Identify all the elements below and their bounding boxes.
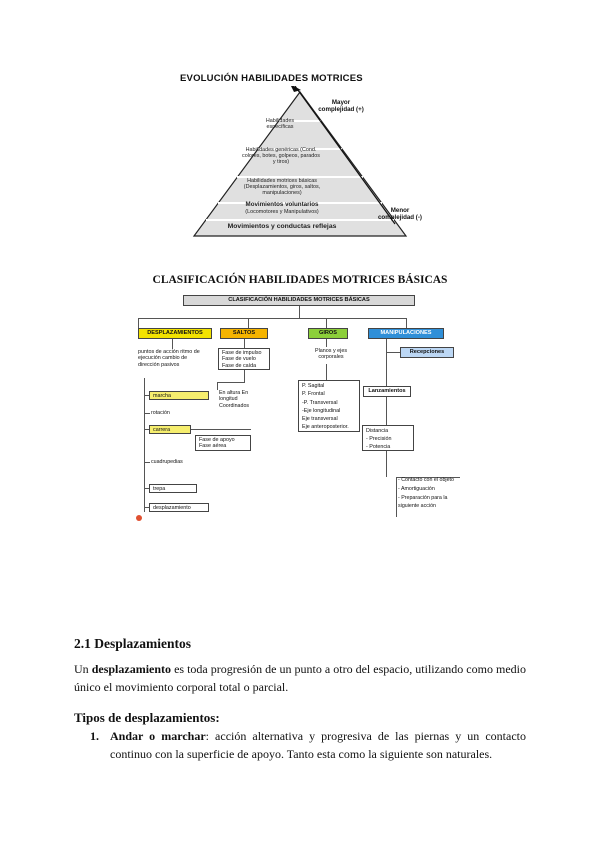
manip-recepciones — [400, 347, 454, 358]
pyramid-level-basic: Habilidades motrices básicas (Desplazamientos, giros, saltos, manipulaciones) — [243, 178, 321, 197]
connector-line — [326, 318, 327, 328]
connector-line — [326, 364, 327, 380]
list-text: : acción alternativa y progresiva de las piernas y un contacto continuo con la superficie de apoyo. Tanto esta como la siguiente son naturales. — [110, 729, 526, 761]
connector-line — [172, 339, 173, 349]
recepcion-item: - Amortiguación — [398, 486, 435, 493]
giros-planes: Planos y ejes corporales — [306, 347, 356, 364]
axis-item: P. Frontal — [302, 391, 325, 398]
category-saltos — [220, 328, 268, 339]
recepcion-item: - Preparación para la siguiente acción — [398, 495, 448, 509]
connector-line — [144, 462, 150, 463]
axis-item: P. Sagital — [302, 383, 325, 389]
connector-line — [244, 370, 245, 382]
axis-item: Eje transversal — [302, 416, 338, 423]
desp-item-label: marcha — [153, 393, 171, 399]
lanzamientos-items — [362, 425, 414, 451]
manip-lanzamientos-label: Lanzamientos — [368, 388, 406, 394]
axis-item: -Eje longitudinal — [302, 407, 341, 414]
list-item — [74, 727, 526, 763]
section-heading: 2.1 Desplazamientos — [74, 636, 191, 651]
pyramid-level-specific: Habilidades específicas — [265, 118, 295, 131]
axis-item: -P. Transversal — [302, 399, 338, 406]
red-marker — [136, 515, 142, 521]
connector-line — [406, 318, 407, 328]
connector-line — [217, 382, 245, 383]
pyramid-level-voluntary-title: Movimientos voluntarios — [245, 201, 319, 208]
connector-line — [144, 488, 149, 489]
intro-term: desplazamiento — [91, 662, 172, 676]
lanzamiento-item: - Potencia — [366, 444, 391, 450]
category-desplazamientos — [138, 328, 212, 339]
list-term: Andar o marchar — [110, 729, 206, 743]
recepcion-item: - Contacto con el objeto — [398, 477, 454, 483]
connector-line — [144, 413, 150, 414]
pyramid-title: EVOLUCIÓN HABILIDADES MOTRICES — [180, 73, 363, 84]
desp-item-marcha — [149, 391, 209, 400]
connector-line — [144, 378, 145, 512]
carrera-phases: Fase de apoyo Fase aérea — [195, 435, 251, 451]
pyramid-level-reflex: Movimientos y conductas reflejas — [227, 223, 337, 230]
manip-recepciones-label: Recepciones — [409, 349, 445, 355]
connector-line — [244, 339, 245, 348]
connector-line — [248, 318, 249, 328]
pyramid-level-voluntary-detail: (Locomotores y Manipulativos) — [245, 209, 319, 215]
lanzamiento-item: Distancia — [366, 428, 389, 434]
category-giros — [308, 328, 348, 339]
category-label: DESPLAZAMIENTOS — [147, 330, 203, 336]
desp-item-trepa — [149, 484, 197, 493]
intro-text: es toda progresión de un punto a otro del espacio, utilizando como medio único el movimiento corporal total o parcial. — [74, 662, 526, 694]
category-label: MANIPULACIONES — [380, 330, 432, 336]
desp-item-label: carrera — [153, 427, 171, 433]
connector-line — [138, 318, 407, 319]
connector-line — [386, 352, 400, 353]
connector-line — [144, 429, 149, 430]
saltos-phases: Fase de impulso Fase de vuelo Fase de caída — [218, 348, 270, 370]
desp-item-label: desplazamiento — [153, 505, 191, 511]
connector-line — [386, 397, 387, 425]
intro-paragraph — [74, 660, 526, 696]
lanzamiento-item: - Precisión — [366, 436, 392, 442]
top-complexity-note: Mayor complejidad (+) — [318, 99, 364, 113]
recepcion-items — [398, 477, 464, 510]
connector-line — [138, 318, 139, 328]
connector-line — [144, 507, 149, 508]
connector-line — [191, 429, 251, 430]
desplazamientos-criteria: puntos de acción ritmo de ejecución cambio de dirección pasivos — [138, 349, 206, 377]
list-number: 1. — [90, 729, 99, 743]
category-label: SALTOS — [232, 330, 256, 336]
desp-item-cuadrupedias: cuadrupedias — [151, 459, 183, 465]
manip-lanzamientos — [363, 386, 411, 397]
intro-prefix: Un — [74, 662, 92, 676]
connector-line — [217, 382, 218, 390]
saltos-types: En altura En longitud Coordinados — [219, 390, 250, 409]
desp-item-desplazamiento — [149, 503, 209, 512]
bottom-complexity-note: Menor complejidad (-) — [377, 207, 422, 221]
desp-item-rotacion: rotación — [151, 410, 170, 416]
types-heading: Tipos de desplazamientos: — [74, 710, 220, 725]
giros-axes — [298, 380, 360, 432]
connector-line — [299, 306, 300, 318]
classification-title: CLASIFICACIÓN HABILIDADES MOTRICES BÁSICAS — [152, 274, 448, 286]
connector-line — [144, 395, 149, 396]
desp-item-carrera — [149, 425, 191, 434]
connector-line — [396, 477, 397, 517]
list-body — [110, 727, 526, 763]
category-manipulaciones — [368, 328, 444, 339]
connector-line — [326, 339, 327, 347]
category-label: GIROS — [318, 330, 338, 336]
pyramid-level-generic: Habilidades genéricas (Cond. colores, botes, golpeos, parados y tiros) — [242, 147, 320, 166]
axis-item: Eje anteroposterior. — [302, 424, 349, 431]
desp-item-label: trepa — [153, 486, 166, 492]
classification-root-box: CLASIFICACIÓN HABILIDADES MOTRICES BÁSICAS — [183, 295, 415, 306]
